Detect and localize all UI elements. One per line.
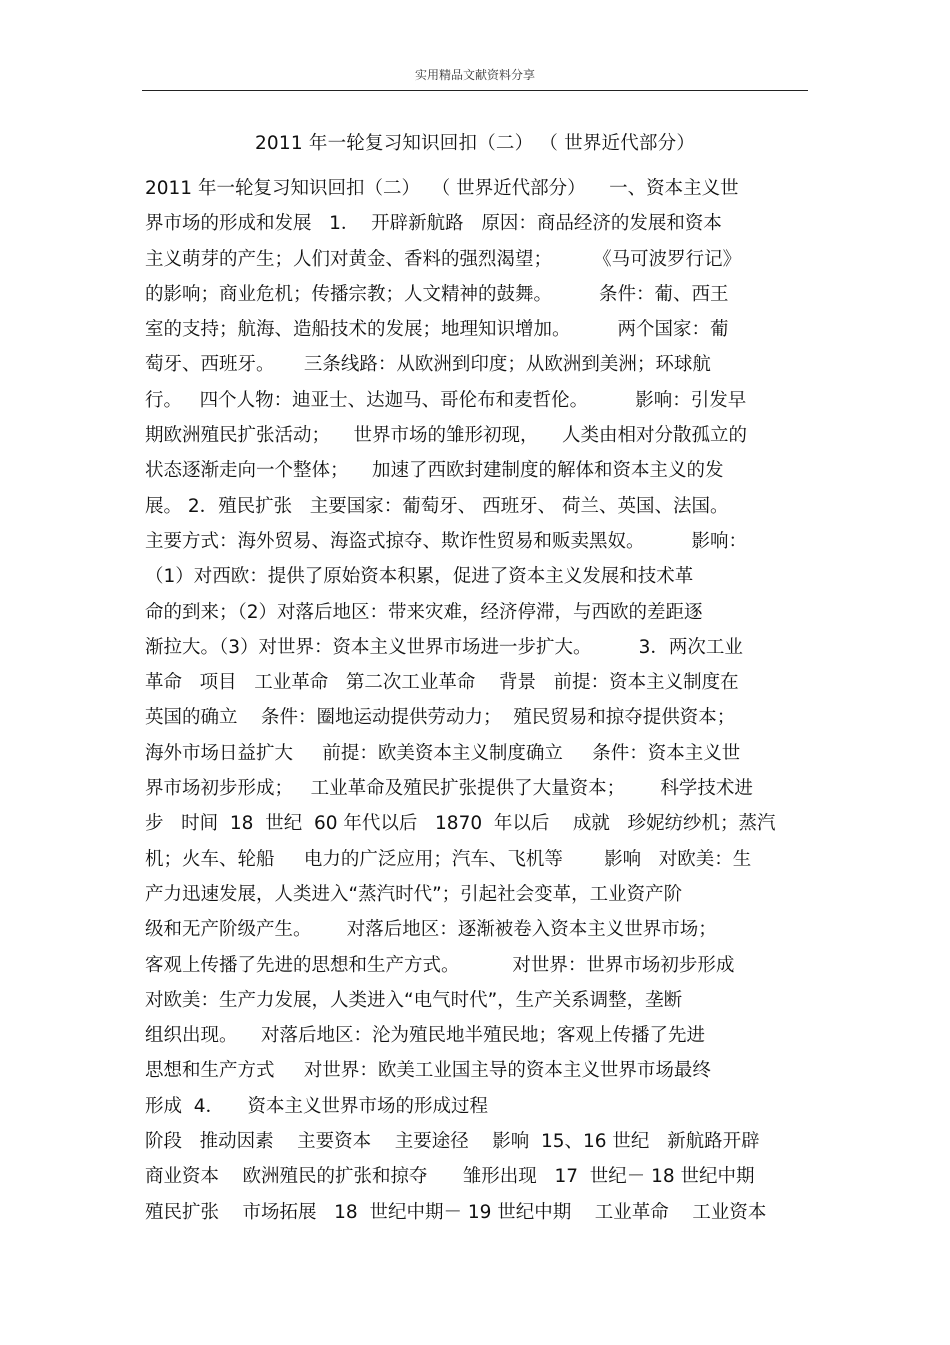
body-text-line: （1）对西欧：提供了原始资本积累，促进了资本主义发展和技术革 — [145, 566, 694, 588]
body-text-line: 的影响；商业危机；传播宗教；人文精神的鼓舞。 条件：葡、西王 — [145, 283, 729, 305]
body-text-line: 机；火车、轮船 电力的广泛应用；汽车、飞机等 影响 对欧美：生 — [145, 848, 752, 870]
body-text-line: 革命 项目 工业革命 第二次工业革命 背景 前提：资本主义制度在 — [145, 672, 739, 694]
body-text-line: 渐拉大。（3）对世界：资本主义世界市场进一步扩大。 3．两次工业 — [145, 636, 743, 658]
body-text-line: 级和无产阶级产生。 对落后地区：逐渐被卷入资本主义世界市场； — [145, 919, 717, 941]
body-text-line: 命的到来；（2）对落后地区：带来灾难，经济停滞，与西欧的差距逐 — [145, 601, 703, 623]
body-text-line: 客观上传播了先进的思想和生产方式。 对世界：世界市场初步形成 — [145, 954, 735, 976]
body-text-line: 萄牙、西班牙。 三条线路：从欧洲到印度；从欧洲到美洲；环球航 — [145, 354, 711, 376]
body-text-line: 期欧洲殖民扩张活动； 世界市场的雏形初现， 人类由相对分散孤立的 — [145, 425, 748, 447]
body-text-line: 主义萌芽的产生；人们对黄金、香料的强烈渴望； 《马可波罗行记》 — [145, 248, 742, 270]
body-text-line: 界市场初步形成； 工业革命及殖民扩张提供了大量资本； 科学技术进 — [145, 778, 753, 800]
body-text-line: 行。 四个人物：迪亚士、达迦马、哥伦布和麦哲伦。 影响：引发早 — [145, 389, 747, 411]
page-header-text: 实用精品文献资料分享 — [414, 68, 535, 82]
body-text-line: 阶段 推动因素 主要资本 主要途径 影响 15、16 世纪 新航路开辟 — [145, 1131, 760, 1153]
body-text-line: 界市场的形成和发展 1． 开辟新航路 原因：商品经济的发展和资本 — [145, 213, 722, 235]
body-text-line: 殖民扩张 市场拓展 18 世纪中期－ 19 世纪中期 工业革命 工业资本 — [145, 1201, 767, 1223]
body-text-line: 主要方式：海外贸易、海盗式掠夺、欺诈性贸易和贩卖黑奴。 影响： — [145, 530, 748, 552]
body-text-line: 展。 2．殖民扩张 主要国家：葡萄牙、 西班牙、 荷兰、英国、法国。 — [145, 495, 729, 517]
body-text-line: 步 时间 18 世纪 60 年代以后 1870 年以后 成就 珍妮纺纱机；蒸汽 — [145, 813, 776, 835]
body-text-line: 形成 4． 资本主义世界市场的形成过程 — [145, 1095, 489, 1117]
body-text-line: 商业资本 欧洲殖民的扩张和掠夺 雏形出现 17 世纪－ 18 世纪中期 — [145, 1166, 755, 1188]
header-divider — [142, 90, 808, 91]
body-text-line: 海外市场日益扩大 前提：欧美资本主义制度确立 条件：资本主义世 — [145, 742, 741, 764]
body-text-line: 产力迅速发展，人类进入“蒸汽时代”；引起社会变革，工业资产阶 — [145, 883, 683, 905]
document-body — [145, 171, 815, 1230]
body-text-line: 对欧美：生产力发展，人类进入“电气时代”，生产关系调整，垄断 — [145, 989, 683, 1011]
body-text-line: 英国的确立 条件：圈地运动提供劳动力； 殖民贸易和掠夺提供资本； — [145, 707, 736, 729]
document-title: 2011 年一轮复习知识回扣（二） （ 世界近代部分） — [254, 133, 696, 154]
body-text-line: 室的支持；航海、造船技术的发展；地理知识增加。 两个国家：葡 — [145, 319, 729, 341]
body-text-line: 状态逐渐走向一个整体； 加速了西欧封建制度的解体和资本主义的发 — [145, 460, 724, 482]
body-text-line: 思想和生产方式 对世界：欧美工业国主导的资本主义世界市场最终 — [145, 1060, 711, 1082]
body-text-line: 2011 年一轮复习知识回扣（二） （ 世界近代部分） 一、资本主义世 — [145, 178, 739, 199]
body-text-line: 组织出现。 对落后地区：沦为殖民地半殖民地；客观上传播了先进 — [145, 1025, 706, 1047]
